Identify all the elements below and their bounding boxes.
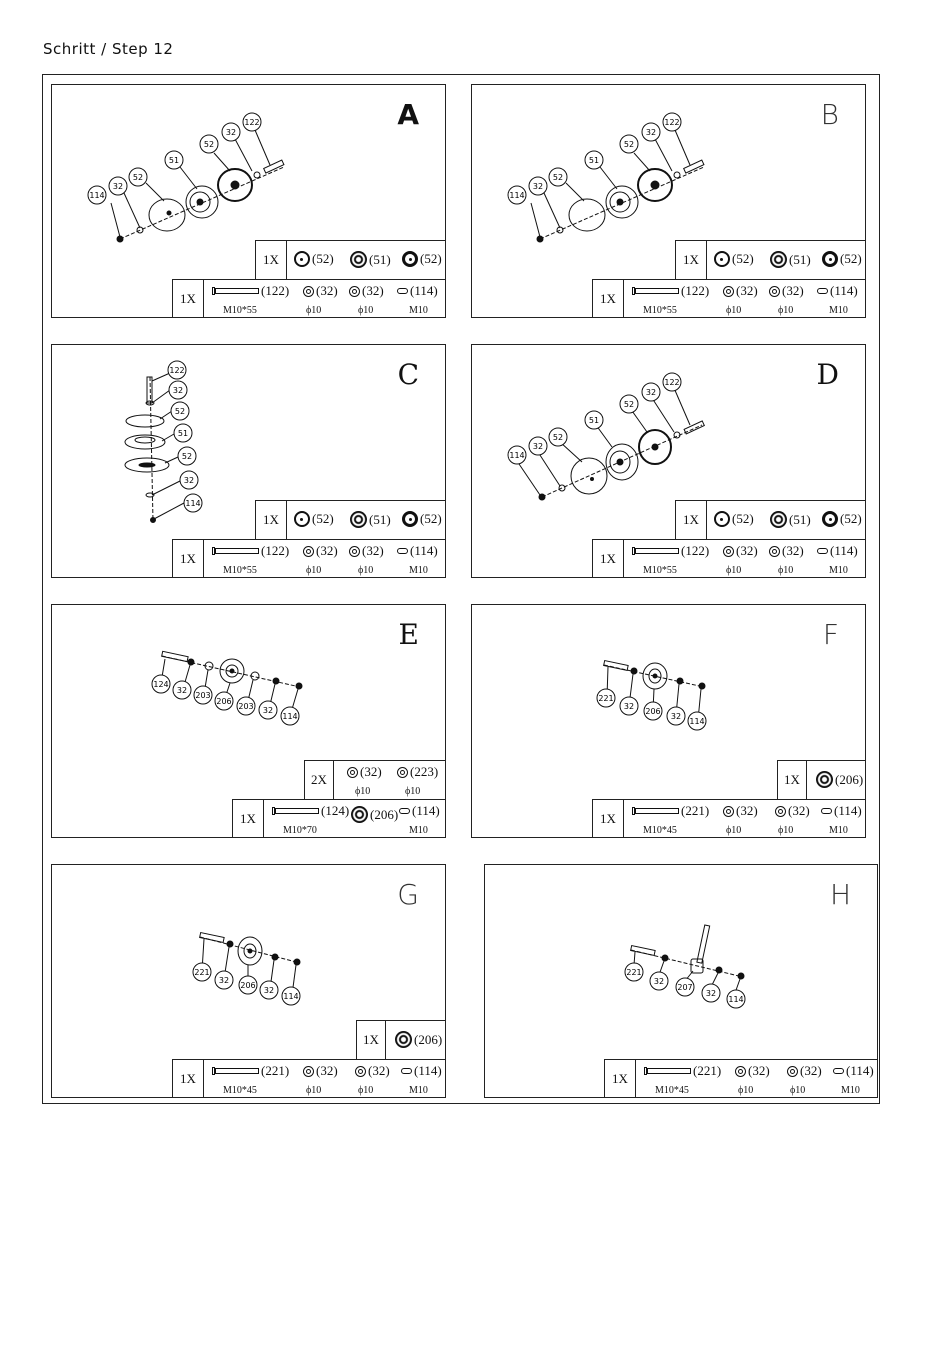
quantity-label: 1X — [173, 540, 204, 578]
hardware-parts-box — [592, 799, 866, 838]
callout-label: 114 — [509, 191, 525, 200]
spec-label: ϕ10 — [358, 1085, 374, 1096]
washer-icon — [303, 286, 314, 297]
wheel-outline-icon — [714, 511, 730, 527]
hardware-parts-box — [172, 279, 446, 318]
spec-label: M10 — [409, 1085, 428, 1096]
part-number: (52) — [732, 251, 754, 266]
part-number: (52) — [420, 511, 442, 526]
hardware-parts-box — [172, 539, 446, 578]
part-number: (52) — [420, 251, 442, 266]
panel-f — [471, 604, 866, 838]
panel-letter: G — [397, 878, 419, 911]
part-number: (32) — [736, 543, 758, 558]
washer-icon — [723, 286, 734, 297]
spec-label: ϕ10 — [790, 1085, 806, 1096]
callout-label: 114 — [282, 712, 298, 721]
bolt-icon — [635, 548, 679, 554]
spec-label: ϕ10 — [306, 565, 322, 576]
callout-label: 52 — [623, 140, 635, 149]
hardware-parts-box — [592, 279, 866, 318]
spec-label: ϕ10 — [726, 825, 742, 836]
callout-label: 51 — [588, 416, 600, 425]
part-number: (114) — [834, 803, 862, 818]
part-number: (32) — [316, 283, 338, 298]
wheel-parts-box — [675, 240, 866, 280]
callout-label: 221 — [598, 694, 614, 703]
part-number: (51) — [369, 511, 391, 527]
bolt-icon — [215, 1068, 259, 1074]
flat-wheel-icon — [402, 511, 418, 527]
callout-label: 32 — [532, 182, 544, 191]
callout-label: 114 — [509, 451, 525, 460]
pulley-wheel-icon — [350, 251, 367, 268]
callout-label: 114 — [185, 499, 201, 508]
callout-label: 122 — [169, 366, 185, 375]
panel-letter: E — [398, 618, 419, 651]
wheel-parts-box — [777, 760, 866, 800]
callout-label: 52 — [552, 173, 564, 182]
quantity-label: 1X — [593, 800, 624, 838]
callout-label: 51 — [588, 156, 600, 165]
callout-label: 52 — [132, 173, 144, 182]
part-number: (122) — [261, 543, 290, 558]
callout-label: 51 — [168, 156, 180, 165]
callout-label: 206 — [645, 707, 661, 716]
spec-label: M10*45 — [643, 825, 677, 836]
callout-label: 206 — [240, 981, 256, 990]
spec-label: M10 — [829, 565, 848, 576]
spec-label: ϕ10 — [405, 786, 421, 797]
part-number: (51) — [369, 251, 391, 267]
callout-label: 32 — [623, 702, 635, 711]
callout-label: 122 — [244, 118, 260, 127]
callout-label: 32 — [670, 712, 682, 721]
washer-icon — [735, 1066, 746, 1077]
spec-label: M10 — [829, 305, 848, 316]
part-number: (32) — [316, 1063, 338, 1078]
callout-label: 122 — [664, 378, 680, 387]
bolt-icon — [275, 808, 319, 814]
spec-label: M10 — [409, 305, 428, 316]
pulley-wheel-icon — [395, 1031, 412, 1048]
callout-label: 114 — [89, 191, 105, 200]
nut-icon — [399, 808, 410, 814]
part-number: (32) — [748, 1063, 770, 1078]
quantity-label: 1X — [233, 800, 264, 838]
callout-label: 52 — [623, 400, 635, 409]
nut-icon — [817, 288, 828, 294]
washer-icon — [769, 286, 780, 297]
flat-wheel-icon — [822, 511, 838, 527]
spec-label: ϕ10 — [726, 565, 742, 576]
spec-label: M10 — [841, 1085, 860, 1096]
callout-label: 114 — [283, 992, 299, 1001]
callout-label: 221 — [626, 968, 642, 977]
panel-letter: H — [829, 878, 851, 911]
callout-label: 32 — [262, 706, 274, 715]
washer-icon — [303, 546, 314, 557]
wheel-outline-icon — [294, 511, 310, 527]
spec-label: ϕ10 — [778, 825, 794, 836]
spec-label: M10*45 — [223, 1085, 257, 1096]
pulley-wheel-icon — [770, 511, 787, 528]
spec-label: M10*55 — [223, 305, 257, 316]
part-number: (221) — [693, 1063, 722, 1078]
pulley-wheel-icon — [351, 806, 368, 823]
quantity-label: 1X — [357, 1021, 386, 1059]
panel-letter: C — [397, 358, 419, 391]
part-number: (206) — [835, 771, 864, 787]
callout-label: 32 — [645, 388, 657, 397]
washer-icon — [349, 286, 360, 297]
callout-label: 207 — [677, 983, 693, 992]
pulley-wheel-icon — [816, 771, 833, 788]
callout-label: 206 — [216, 697, 232, 706]
wheel-outline-icon — [294, 251, 310, 267]
quantity-label: 1X — [593, 280, 624, 318]
part-number: (32) — [316, 543, 338, 558]
spec-label: M10*55 — [643, 305, 677, 316]
hardware-parts-box — [232, 799, 446, 838]
panel-d — [471, 344, 866, 578]
part-number: (52) — [312, 511, 334, 526]
callout-label: 52 — [181, 452, 193, 461]
part-number: (32) — [736, 283, 758, 298]
callout-label: 32 — [532, 442, 544, 451]
quantity-label: 1X — [593, 540, 624, 578]
callout-label: 114 — [728, 995, 744, 1004]
callout-label: 52 — [174, 407, 186, 416]
callout-label: 32 — [218, 976, 230, 985]
hardware-parts-box — [604, 1059, 878, 1098]
washer-icon — [303, 1066, 314, 1077]
panel-letter: A — [397, 98, 419, 131]
spec-label: ϕ10 — [738, 1085, 754, 1096]
spec-label: M10 — [409, 565, 428, 576]
callout-label: 32 — [263, 986, 275, 995]
part-number: (32) — [736, 803, 758, 818]
callout-label: 221 — [194, 968, 210, 977]
part-number: (32) — [362, 283, 384, 298]
washer-parts-box — [304, 760, 446, 800]
wheel-parts-box — [255, 240, 446, 280]
callout-label: 32 — [176, 686, 188, 695]
spec-label: ϕ10 — [306, 305, 322, 316]
spec-label: M10*70 — [283, 825, 317, 836]
part-number: (206) — [414, 1031, 443, 1047]
part-number: (114) — [846, 1063, 874, 1078]
quantity-label: 1X — [676, 241, 707, 279]
bolt-icon — [215, 288, 259, 294]
panel-b — [471, 84, 866, 318]
callout-label: 203 — [238, 702, 254, 711]
quantity-label: 1X — [173, 280, 204, 318]
washer-icon — [723, 546, 734, 557]
nut-icon — [397, 548, 408, 554]
quantity-label: 1X — [778, 761, 807, 799]
part-number: (32) — [368, 1063, 390, 1078]
spec-label: M10*55 — [643, 565, 677, 576]
wheel-parts-box — [356, 1020, 446, 1060]
washer-icon — [347, 767, 358, 778]
part-number: (32) — [788, 803, 810, 818]
part-number: (51) — [789, 511, 811, 527]
callout-label: 114 — [689, 717, 705, 726]
quantity-label: 2X — [305, 761, 334, 799]
part-number: (51) — [789, 251, 811, 267]
hardware-parts-box — [172, 1059, 446, 1098]
wheel-outline-icon — [714, 251, 730, 267]
part-number: (221) — [681, 803, 710, 818]
callout-label: 52 — [552, 433, 564, 442]
quantity-label: 1X — [676, 501, 707, 539]
part-number: (114) — [414, 1063, 442, 1078]
panel-letter: B — [820, 98, 839, 131]
callout-label: 32 — [225, 128, 237, 137]
pulley-wheel-icon — [770, 251, 787, 268]
callout-label: 32 — [112, 182, 124, 191]
callout-label: 52 — [203, 140, 215, 149]
washer-icon — [349, 546, 360, 557]
bolt-icon — [635, 808, 679, 814]
callout-label: 32 — [645, 128, 657, 137]
bolt-icon — [635, 288, 679, 294]
part-number: (221) — [261, 1063, 290, 1078]
callout-label: 32 — [183, 476, 195, 485]
part-number: (32) — [782, 543, 804, 558]
washer-icon — [723, 806, 734, 817]
wheel-parts-box — [255, 500, 446, 540]
panel-a — [51, 84, 446, 318]
nut-icon — [833, 1068, 844, 1074]
pulley-wheel-icon — [350, 511, 367, 528]
part-number: (114) — [830, 283, 858, 298]
spec-label: ϕ10 — [306, 1085, 322, 1096]
part-number: (52) — [840, 251, 862, 266]
quantity-label: 1X — [256, 241, 287, 279]
nut-icon — [817, 548, 828, 554]
part-number: (114) — [830, 543, 858, 558]
part-number: (223) — [410, 764, 439, 779]
quantity-label: 1X — [256, 501, 287, 539]
callout-label: 32 — [705, 989, 717, 998]
part-number: (52) — [732, 511, 754, 526]
part-number: (122) — [681, 283, 710, 298]
panel-c — [51, 344, 446, 578]
callout-label: 124 — [153, 680, 169, 689]
washer-icon — [769, 546, 780, 557]
part-number: (124) — [321, 803, 350, 818]
part-number: (32) — [800, 1063, 822, 1078]
spec-label: M10*55 — [223, 565, 257, 576]
nut-icon — [401, 1068, 412, 1074]
flat-wheel-icon — [822, 251, 838, 267]
flat-wheel-icon — [402, 251, 418, 267]
spec-label: ϕ10 — [778, 565, 794, 576]
panel-h — [484, 864, 878, 1098]
part-number: (122) — [681, 543, 710, 558]
hardware-parts-box — [592, 539, 866, 578]
callout-label: 32 — [172, 386, 184, 395]
spec-label: ϕ10 — [778, 305, 794, 316]
wheel-parts-box — [675, 500, 866, 540]
part-number: (52) — [312, 251, 334, 266]
part-number: (122) — [261, 283, 290, 298]
washer-icon — [775, 806, 786, 817]
part-number: (114) — [412, 803, 440, 818]
spec-label: ϕ10 — [358, 565, 374, 576]
callout-label: 122 — [664, 118, 680, 127]
part-number: (114) — [410, 283, 438, 298]
part-number: (32) — [362, 543, 384, 558]
part-number: (32) — [782, 283, 804, 298]
part-number: (32) — [360, 764, 382, 779]
bolt-icon — [215, 548, 259, 554]
nut-icon — [397, 288, 408, 294]
spec-label: ϕ10 — [726, 305, 742, 316]
washer-icon — [355, 1066, 366, 1077]
spec-label: M10*45 — [655, 1085, 689, 1096]
panel-g — [51, 864, 446, 1098]
callout-label: 203 — [195, 691, 211, 700]
quantity-label: 1X — [173, 1060, 204, 1098]
spring-washer-icon — [397, 767, 408, 778]
callout-label: 51 — [177, 429, 189, 438]
washer-icon — [787, 1066, 798, 1077]
nut-icon — [821, 808, 832, 814]
part-number: (52) — [840, 511, 862, 526]
panel-e — [51, 604, 446, 838]
panel-letter: D — [816, 358, 839, 391]
spec-label: ϕ10 — [355, 786, 371, 797]
part-number: (114) — [410, 543, 438, 558]
callout-label: 32 — [653, 977, 665, 986]
page-title: Schritt / Step 12 — [43, 40, 174, 58]
spec-label: ϕ10 — [358, 305, 374, 316]
panel-letter: F — [822, 618, 839, 651]
spec-label: M10 — [409, 825, 428, 836]
bolt-icon — [647, 1068, 691, 1074]
spec-label: M10 — [829, 825, 848, 836]
part-number: (206) — [370, 806, 399, 822]
quantity-label: 1X — [605, 1060, 636, 1098]
